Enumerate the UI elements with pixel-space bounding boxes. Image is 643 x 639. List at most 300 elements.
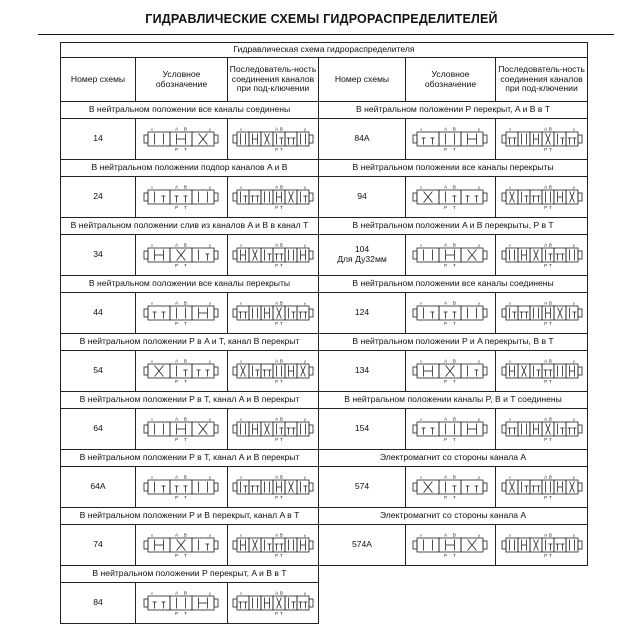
valve-box: [273, 422, 285, 436]
solenoid-left-icon: [233, 599, 237, 607]
valve-box: [461, 480, 483, 494]
scheme-number-cell: [61, 293, 136, 334]
valve-box: [461, 364, 483, 378]
section-row: [61, 334, 588, 351]
sequence-cell: [228, 235, 319, 276]
port-label-p: P: [174, 553, 178, 558]
port-label-b: B: [183, 126, 187, 132]
valve-box: [542, 364, 554, 378]
header-row: [61, 58, 588, 102]
port-label-b: B: [183, 184, 187, 190]
port-label-p: P: [174, 611, 178, 616]
valve-symbol-icon: [232, 182, 314, 212]
header-scheme-number: Номер схемы: [319, 58, 406, 102]
valve-box: [285, 132, 297, 146]
section-caption: В нейтральном положении A и B перекрыты, P в T: [319, 218, 588, 235]
solenoid-left-icon: [233, 309, 237, 317]
section-caption: В нейтральном положении подпор каналов A и B: [61, 160, 319, 177]
valve-symbol-icon: [412, 298, 490, 328]
scheme-number-cell: [61, 583, 136, 624]
solenoid-right-icon: [214, 135, 218, 143]
section-caption: В нейтральном положении P и B перекрыт, канал A в T: [61, 508, 319, 525]
port-label-x: x: [150, 590, 153, 596]
valve-symbol-icon: [232, 414, 314, 444]
scheme-number-cell: [61, 119, 136, 160]
port-label-t: T: [452, 205, 456, 210]
solenoid-left-icon: [144, 309, 148, 317]
symbol-cell: [406, 119, 496, 160]
valve-box: [148, 190, 170, 204]
valve-box: [554, 538, 566, 552]
valve-box: [554, 132, 566, 146]
hydraulic-schemes-table: [60, 42, 588, 624]
port-label-a: A: [443, 416, 447, 422]
port-label-a: A: [443, 184, 447, 190]
solenoid-left-icon: [233, 541, 237, 549]
port-label-p: P: [543, 553, 547, 558]
valve-box: [530, 364, 542, 378]
port-label-p: P: [275, 553, 279, 558]
valve-symbol-icon: [412, 240, 490, 270]
port-label-p: P: [443, 263, 447, 268]
valve-box: [297, 596, 309, 610]
valve-symbol-icon: [143, 240, 221, 270]
solenoid-right-icon: [578, 251, 582, 259]
port-label-p: P: [543, 437, 547, 442]
scheme-number: 64A: [90, 481, 106, 492]
solenoid-right-icon: [483, 367, 487, 375]
port-label-x: x: [150, 242, 153, 248]
port-label-x: x: [419, 532, 422, 538]
port-label-t: T: [183, 379, 187, 384]
solenoid-left-icon: [502, 135, 506, 143]
port-label-y: y: [477, 242, 480, 248]
symbol-cell: [406, 409, 496, 450]
port-label-p: P: [543, 379, 547, 384]
valve-box: [461, 306, 483, 320]
port-label-y: y: [208, 126, 211, 132]
scheme-number: 84: [93, 597, 103, 608]
valve-box: [297, 422, 309, 436]
port-label-a: A: [174, 416, 178, 422]
valve-box: [554, 364, 566, 378]
port-label-y: y: [572, 416, 575, 422]
valve-box: [249, 306, 261, 320]
solenoid-right-icon: [578, 367, 582, 375]
port-label-x: x: [150, 416, 153, 422]
valve-symbol-icon: [501, 414, 583, 444]
port-label-y: y: [304, 126, 306, 132]
solenoid-left-icon: [413, 251, 417, 259]
port-label-b: B: [279, 358, 283, 364]
scheme-number-cell: [319, 409, 406, 450]
valve-box: [566, 306, 578, 320]
valve-box: [170, 306, 192, 320]
valve-symbol-icon: [232, 588, 314, 618]
port-label-y: y: [208, 184, 211, 190]
port-label-a: A: [275, 300, 279, 306]
solenoid-right-icon: [309, 483, 313, 491]
valve-symbol-icon: [232, 240, 314, 270]
solenoid-left-icon: [144, 193, 148, 201]
scheme-number: 24: [93, 191, 103, 202]
scheme-number: 74: [93, 539, 103, 550]
port-label-y: y: [572, 300, 575, 306]
symbol-cell: [406, 235, 496, 276]
port-label-y: y: [477, 416, 480, 422]
valve-box: [170, 480, 192, 494]
port-label-x: x: [240, 300, 242, 306]
port-label-b: B: [279, 300, 283, 306]
solenoid-left-icon: [233, 425, 237, 433]
port-label-t: T: [548, 379, 552, 384]
valve-symbol-icon: [412, 124, 490, 154]
sequence-cell: [496, 467, 588, 508]
port-label-y: y: [572, 358, 575, 364]
port-label-b: B: [183, 416, 187, 422]
valve-box: [566, 422, 578, 436]
table-row: [61, 177, 588, 218]
solenoid-right-icon: [309, 309, 313, 317]
valve-box: [249, 596, 261, 610]
solenoid-right-icon: [578, 425, 582, 433]
valve-box: [192, 190, 214, 204]
valve-symbol-icon: [412, 414, 490, 444]
port-label-t: T: [280, 379, 283, 384]
port-label-a: A: [443, 126, 447, 132]
sequence-cell: [228, 119, 319, 160]
solenoid-left-icon: [144, 541, 148, 549]
port-label-x: x: [240, 590, 242, 596]
valve-box: [506, 132, 518, 146]
port-label-p: P: [275, 205, 279, 210]
port-label-t: T: [183, 205, 187, 210]
port-label-x: x: [419, 358, 422, 364]
solenoid-right-icon: [214, 425, 218, 433]
port-label-x: x: [508, 184, 511, 190]
port-label-y: y: [477, 184, 480, 190]
port-label-b: B: [452, 242, 456, 248]
section-row: [61, 566, 588, 583]
valve-box: [554, 248, 566, 262]
solenoid-right-icon: [309, 367, 313, 375]
valve-symbol-icon: [501, 356, 583, 386]
valve-symbol-icon: [232, 530, 314, 560]
sequence-cell: [496, 351, 588, 392]
port-label-y: y: [208, 242, 211, 248]
port-label-a: A: [443, 242, 447, 248]
port-label-a: A: [543, 474, 547, 480]
valve-box: [285, 538, 297, 552]
port-label-b: B: [452, 532, 456, 538]
valve-symbol-icon: [143, 298, 221, 328]
header-symbol: Условное обозначение: [136, 58, 228, 102]
solenoid-left-icon: [144, 425, 148, 433]
port-label-y: y: [304, 358, 306, 364]
port-label-x: x: [150, 184, 153, 190]
solenoid-right-icon: [483, 483, 487, 491]
port-label-p: P: [174, 147, 178, 152]
scheme-number-cell: [319, 119, 406, 160]
valve-box: [192, 538, 214, 552]
port-label-a: A: [174, 358, 178, 364]
port-label-a: A: [174, 126, 178, 132]
section-caption: В нейтральном положении P в T, канал A и B перекрыт: [61, 450, 319, 467]
port-label-t: T: [452, 553, 456, 558]
port-label-b: B: [548, 184, 552, 190]
scheme-number-cell: [61, 351, 136, 392]
solenoid-right-icon: [214, 599, 218, 607]
port-label-x: x: [240, 242, 242, 248]
valve-box: [261, 538, 273, 552]
section-caption: В нейтральном положении P перекрыт, A и B в T: [61, 566, 319, 583]
section-caption: Электромагнит со стороны канала A: [319, 508, 588, 525]
symbol-cell: [406, 177, 496, 218]
port-label-p: P: [174, 321, 178, 326]
port-label-t: T: [452, 495, 456, 500]
symbol-cell: [136, 467, 228, 508]
solenoid-right-icon: [578, 135, 582, 143]
solenoid-right-icon: [483, 309, 487, 317]
solenoid-left-icon: [144, 251, 148, 259]
port-label-a: A: [543, 416, 547, 422]
solenoid-right-icon: [578, 309, 582, 317]
scheme-number-cell: [61, 467, 136, 508]
valve-box: [439, 306, 461, 320]
valve-symbol-icon: [232, 124, 314, 154]
table-caption: Гидравлическая схема гидрораспределителя: [61, 43, 588, 58]
port-label-t: T: [548, 263, 552, 268]
solenoid-right-icon: [483, 425, 487, 433]
section-caption: В нейтральном положении P и A перекрыты, B в T: [319, 334, 588, 351]
valve-symbol-icon: [412, 182, 490, 212]
scheme-number: 574A: [351, 539, 373, 550]
symbol-cell: [136, 235, 228, 276]
port-label-y: y: [477, 474, 480, 480]
scheme-number: 64: [93, 423, 103, 434]
valve-box: [566, 132, 578, 146]
port-label-t: T: [280, 147, 283, 152]
port-label-x: x: [150, 474, 153, 480]
solenoid-left-icon: [502, 309, 506, 317]
port-label-b: B: [548, 242, 552, 248]
valve-box: [285, 248, 297, 262]
solenoid-right-icon: [214, 541, 218, 549]
port-label-b: B: [548, 474, 552, 480]
port-label-a: A: [275, 126, 279, 132]
sequence-cell: [228, 583, 319, 624]
port-label-b: B: [452, 126, 456, 132]
port-label-x: x: [508, 242, 511, 248]
port-label-b: B: [548, 300, 552, 306]
port-label-p: P: [443, 205, 447, 210]
valve-box: [417, 248, 439, 262]
port-label-b: B: [452, 358, 456, 364]
symbol-cell: [406, 467, 496, 508]
port-label-x: x: [508, 126, 511, 132]
solenoid-left-icon: [233, 483, 237, 491]
solenoid-right-icon: [483, 541, 487, 549]
port-label-x: x: [419, 242, 422, 248]
port-label-b: B: [183, 358, 187, 364]
port-label-p: P: [174, 379, 178, 384]
solenoid-left-icon: [144, 599, 148, 607]
port-label-x: x: [240, 358, 242, 364]
section-caption: В нейтральном положении каналы P, B и T соединены: [319, 392, 588, 409]
section-row: [61, 276, 588, 293]
solenoid-right-icon: [214, 367, 218, 375]
port-label-x: x: [419, 474, 422, 480]
port-label-y: y: [477, 126, 480, 132]
scheme-number: 34: [93, 249, 103, 260]
solenoid-left-icon: [233, 135, 237, 143]
port-label-t: T: [183, 495, 187, 500]
port-label-x: x: [508, 416, 511, 422]
valve-symbol-icon: [143, 414, 221, 444]
solenoid-left-icon: [144, 367, 148, 375]
solenoid-right-icon: [578, 193, 582, 201]
port-label-b: B: [548, 126, 552, 132]
valve-box: [261, 190, 273, 204]
solenoid-left-icon: [413, 193, 417, 201]
section-caption: Электромагнит со стороны канала A: [319, 450, 588, 467]
valve-box: [285, 422, 297, 436]
port-label-x: x: [508, 358, 511, 364]
caption-row: [61, 43, 588, 58]
valve-symbol-icon: [501, 182, 583, 212]
port-label-t: T: [183, 147, 187, 152]
table-row: [61, 525, 588, 566]
valve-box: [237, 190, 249, 204]
port-label-t: T: [548, 147, 552, 152]
scheme-number-cell: [61, 409, 136, 450]
valve-box: [566, 538, 578, 552]
sequence-cell: [496, 119, 588, 160]
valve-box: [297, 306, 309, 320]
valve-symbol-icon: [143, 182, 221, 212]
port-label-a: A: [275, 416, 279, 422]
port-label-a: A: [275, 474, 279, 480]
port-label-p: P: [174, 263, 178, 268]
port-label-a: A: [174, 300, 178, 306]
port-label-p: P: [443, 147, 447, 152]
symbol-cell: [136, 583, 228, 624]
table-row: [61, 235, 588, 276]
port-label-p: P: [275, 611, 279, 616]
port-label-x: x: [419, 184, 422, 190]
port-label-a: A: [443, 300, 447, 306]
empty-cell: [319, 566, 588, 624]
solenoid-left-icon: [233, 251, 237, 259]
port-label-t: T: [452, 379, 456, 384]
port-label-b: B: [183, 300, 187, 306]
valve-box: [439, 190, 461, 204]
port-label-b: B: [452, 300, 456, 306]
symbol-cell: [136, 177, 228, 218]
port-label-a: A: [543, 300, 547, 306]
port-label-p: P: [443, 553, 447, 558]
valve-box: [273, 248, 285, 262]
port-label-a: A: [174, 242, 178, 248]
port-label-t: T: [280, 437, 283, 442]
scheme-note: Для Ду32мм: [337, 254, 387, 264]
port-label-y: y: [304, 590, 306, 596]
valve-box: [506, 422, 518, 436]
solenoid-left-icon: [413, 367, 417, 375]
sequence-cell: [228, 351, 319, 392]
valve-box: [439, 480, 461, 494]
valve-symbol-icon: [143, 124, 221, 154]
solenoid-right-icon: [483, 193, 487, 201]
valve-box: [461, 190, 483, 204]
valve-box: [148, 132, 170, 146]
solenoid-left-icon: [502, 367, 506, 375]
scheme-number: 154: [354, 423, 370, 434]
port-label-t: T: [183, 437, 187, 442]
port-label-p: P: [174, 495, 178, 500]
port-label-b: B: [279, 126, 283, 132]
port-label-b: B: [452, 184, 456, 190]
port-label-p: P: [543, 263, 547, 268]
solenoid-left-icon: [413, 541, 417, 549]
valve-box: [530, 190, 542, 204]
port-label-a: A: [275, 184, 279, 190]
valve-box: [261, 364, 273, 378]
valve-box: [518, 190, 530, 204]
valve-symbol-icon: [143, 356, 221, 386]
port-label-b: B: [548, 532, 552, 538]
port-label-x: x: [150, 126, 153, 132]
port-label-y: y: [572, 532, 575, 538]
valve-box: [170, 190, 192, 204]
port-label-b: B: [279, 590, 283, 596]
solenoid-left-icon: [413, 425, 417, 433]
port-label-y: y: [304, 184, 306, 190]
sequence-cell: [496, 235, 588, 276]
scheme-number-cell: [319, 235, 406, 276]
valve-box: [273, 538, 285, 552]
valve-symbol-icon: [143, 472, 221, 502]
valve-symbol-icon: [501, 124, 583, 154]
port-label-p: P: [543, 495, 547, 500]
port-label-y: y: [208, 300, 211, 306]
symbol-cell: [136, 409, 228, 450]
valve-box: [439, 422, 461, 436]
symbol-cell: [136, 119, 228, 160]
valve-box: [518, 480, 530, 494]
scheme-number-cell: [61, 525, 136, 566]
section-caption: В нейтральном положении все каналы соединены: [319, 276, 588, 293]
port-label-x: x: [150, 300, 153, 306]
section-caption: В нейтральном положении все каналы соединены: [61, 102, 319, 119]
sequence-cell: [496, 177, 588, 218]
port-label-y: y: [572, 184, 575, 190]
symbol-cell: [406, 293, 496, 334]
valve-symbol-icon: [501, 240, 583, 270]
port-label-p: P: [443, 321, 447, 326]
port-label-a: A: [275, 358, 279, 364]
port-label-x: x: [240, 474, 242, 480]
valve-box: [237, 596, 249, 610]
valve-box: [285, 306, 297, 320]
port-label-x: x: [419, 300, 422, 306]
valve-box: [542, 480, 554, 494]
solenoid-left-icon: [233, 367, 237, 375]
valve-box: [506, 248, 518, 262]
symbol-cell: [136, 351, 228, 392]
valve-box: [566, 248, 578, 262]
port-label-b: B: [183, 590, 187, 596]
